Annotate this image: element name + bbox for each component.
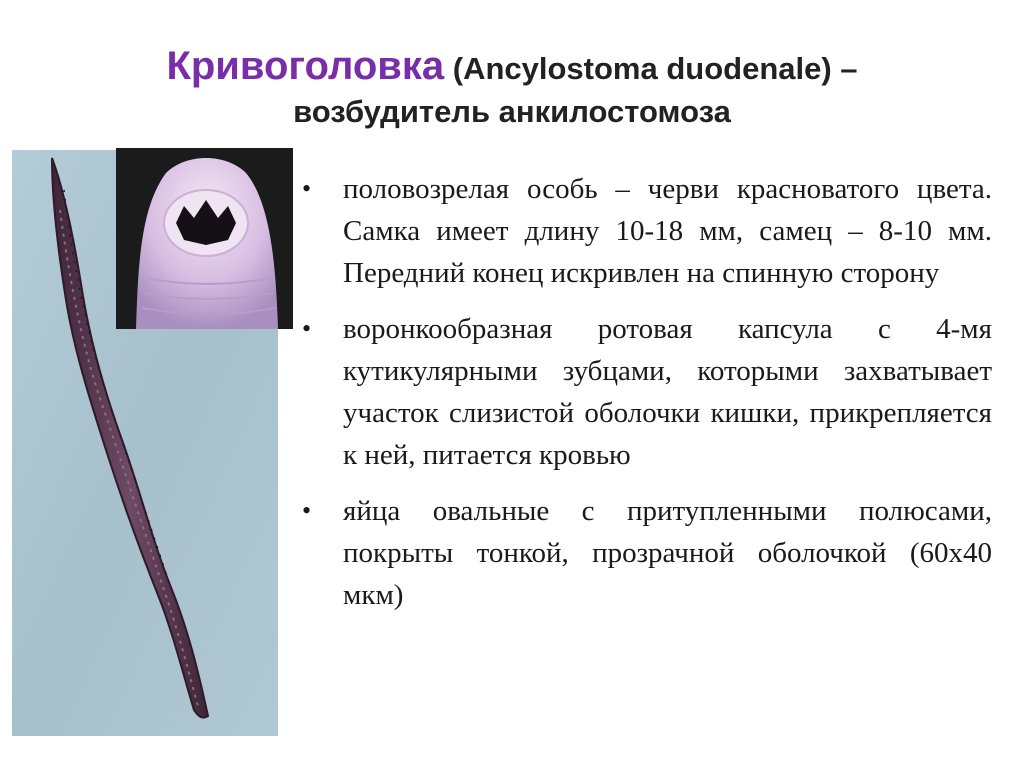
bullet-text: воронкообразная ротовая капсула с 4-мя кутикулярными зубцами, которыми захватывает участок слизистой оболочки кишки, прикрепляется к ней, питается кровью bbox=[343, 313, 992, 471]
bullet-text: половозрелая особь – черви красноватого цвета. Самка имеет длину 10-18 мм, самец – 8-10 мм. Передний конец искривлен на спинную сторону bbox=[343, 173, 992, 289]
slide-title bbox=[0, 42, 1024, 131]
list-item bbox=[302, 490, 992, 616]
title-latin-name: (Ancylostoma duodenale) – bbox=[444, 51, 858, 86]
bullet-text: яйца овальные с притупленными полюсами, покрыты тонкой, прозрачной оболочкой (60х40 мкм) bbox=[343, 495, 992, 611]
bullet-icon: • bbox=[302, 496, 312, 525]
bullet-icon: • bbox=[302, 174, 312, 203]
list-item bbox=[302, 168, 992, 294]
head-photo bbox=[116, 148, 293, 329]
bullet-icon: • bbox=[302, 314, 312, 343]
title-accent: Кривоголовка bbox=[166, 44, 445, 88]
title-line-2: возбудитель анкилостомоза bbox=[293, 93, 731, 129]
bullet-list bbox=[302, 168, 992, 630]
title-line-1 bbox=[166, 44, 858, 88]
list-item bbox=[302, 308, 992, 476]
